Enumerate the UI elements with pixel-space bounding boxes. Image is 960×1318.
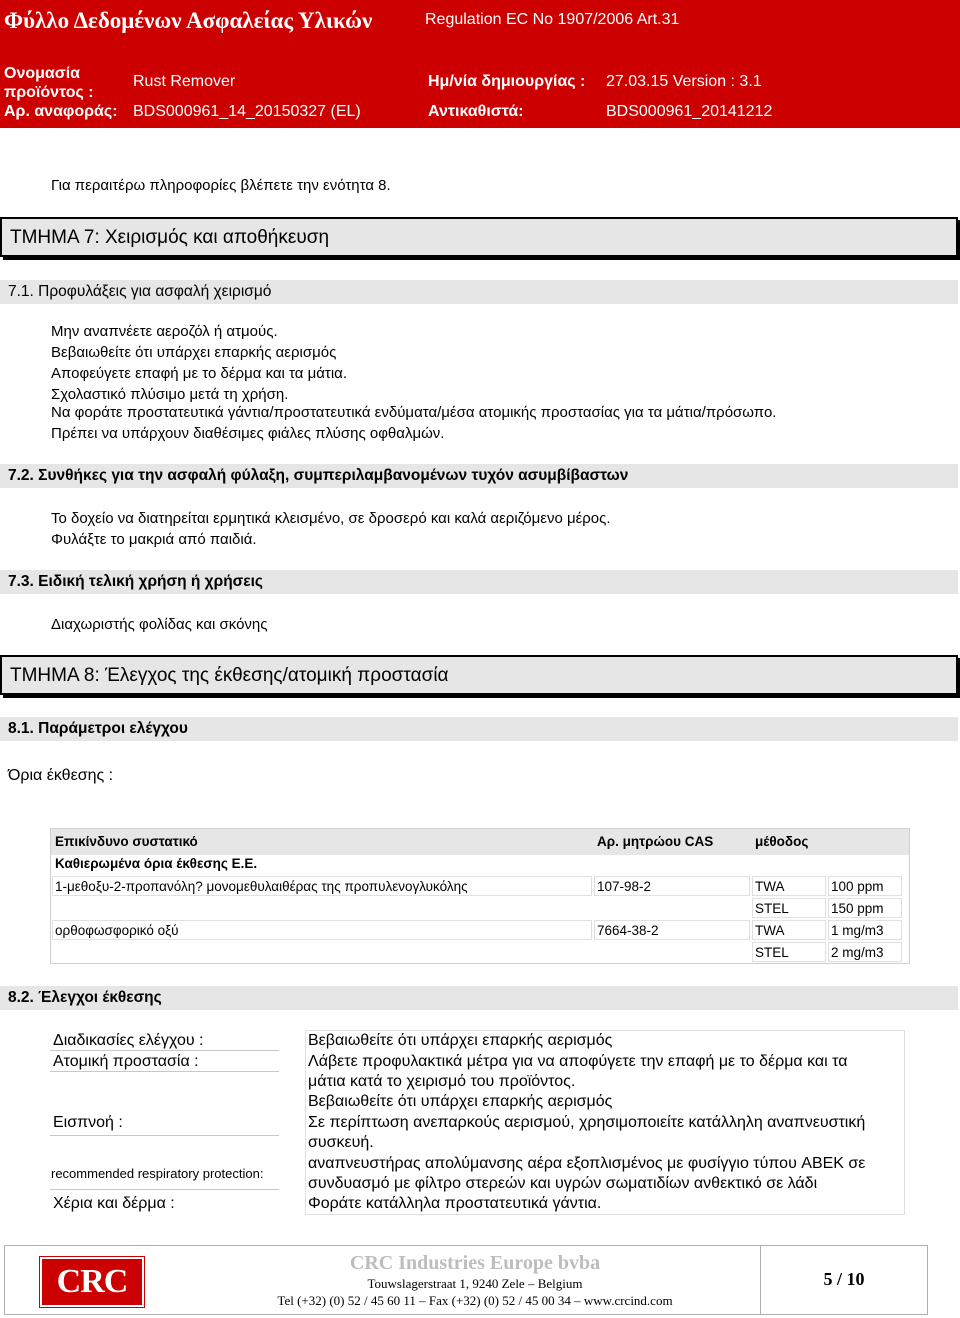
creation-date-label: Ημ/νία δημιουργίας :: [428, 73, 586, 90]
respiratory-protection-value: αναπνευστήρας απολύμανσης αέρα εξοπλισμένος με φυσίγγιο τύπου ABEK σε: [308, 1155, 866, 1172]
product-name: Rust Remover: [133, 73, 236, 90]
exposure-limits-label: Όρια έκθεσης :: [8, 767, 114, 784]
column-header-cas: Αρ. μητρώου CAS: [597, 834, 714, 849]
handling-line: Βεβαιωθείτε ότι υπάρχει επαρκής αερισμός: [51, 344, 337, 361]
end-use-text: Διαχωριστής φολίδας και σκόνης: [51, 616, 268, 633]
table-cell-method: STEL: [755, 945, 789, 960]
table-cell-cas: 107-98-2: [597, 879, 652, 894]
subsection-7-3-title: 7.3. Ειδική τελική χρήση ή χρήσεις: [8, 573, 263, 590]
product-name-label-2: προϊόντος :: [4, 84, 94, 101]
personal-protection-label: Ατομική προστασία :: [53, 1053, 199, 1070]
section-8-heading: [0, 655, 958, 695]
handling-line: Αποφεύγετε επαφή με το δέρμα και τα μάτια.: [51, 365, 348, 382]
label-divider: [50, 1189, 279, 1190]
replaces-label: Αντικαθιστά:: [428, 103, 524, 120]
table-cell-ingredient: ορθοφωσφορικό οξύ: [55, 923, 179, 938]
subsection-7-2-bar: [0, 464, 958, 488]
handling-line: Να φοράτε προστατευτικά γάντια/προστατευτικά ενδύματα/μέσα ατομικής προστασίας για τα μάτια/πρόσωπο.: [51, 404, 777, 421]
product-name-label-1: Ονομασία: [4, 65, 80, 82]
company-address: Touwslagerstraat 1, 9240 Zele – Belgium: [367, 1276, 583, 1291]
table-cell-cas: 7664-38-2: [597, 923, 659, 938]
table-cell-value: 2 mg/m3: [831, 945, 884, 960]
inhalation-value: Σε περίπτωση ανεπαρκούς αερισμού, χρησιμοποιείτε κατάλληλη αναπνευστική: [308, 1114, 866, 1131]
hands-skin-value: Φοράτε κατάλληλα προστατευτικά γάντια.: [308, 1195, 602, 1212]
inhalation-label: Εισπνοή :: [53, 1114, 123, 1131]
intro-text: Για περαιτέρω πληροφορίες βλέπετε την ενότητα 8.: [51, 177, 391, 194]
inhalation-value: συσκευή.: [308, 1134, 374, 1151]
handling-line: Πρέπει να υπάρχουν διαθέσιμες φιάλες πλύσης οφθαλμών.: [51, 425, 445, 442]
document-header: [0, 0, 960, 128]
subsection-8-1-bar: [0, 717, 958, 741]
label-divider: [50, 1135, 279, 1136]
table-cell-method: TWA: [755, 923, 785, 938]
table-cell-method: TWA: [755, 879, 785, 894]
reference-label: Αρ. αναφοράς:: [4, 103, 118, 120]
respiratory-protection-value: συνδυασμό με φίλτρο στερεών και υγρών σωματιδίων ανθεκτικό σε λάδι: [308, 1175, 818, 1192]
exposure-limits-table: [50, 828, 910, 964]
page-number: 5 / 10: [823, 1269, 865, 1289]
handling-line: Σχολαστικό πλύσιμο μετά τη χρήση.: [51, 386, 289, 403]
control-procedures-value: Βεβαιωθείτε ότι υπάρχει επαρκής αερισμός: [308, 1032, 613, 1049]
crc-logo: [40, 1257, 144, 1307]
label-divider: [50, 1050, 279, 1051]
subsection-7-1-title: 7.1. Προφυλάξεις για ασφαλή χειρισμό: [8, 283, 272, 300]
label-divider: [50, 1071, 279, 1072]
crc-logo-text: CRC: [56, 1263, 128, 1300]
storage-line: Φυλάξτε το μακριά από παιδιά.: [51, 531, 257, 548]
page-footer: [0, 1241, 960, 1318]
column-header-ingredient: Επικίνδυνο συστατικό: [55, 834, 198, 849]
document-title: Φύλλο Δεδομένων Ασφαλείας Υλικών: [4, 8, 373, 33]
personal-protection-value: μάτια κατά το χειρισμό του προϊόντος.: [308, 1073, 576, 1090]
table-cell-method: STEL: [755, 901, 789, 916]
subsection-7-2-title: 7.2. Συνθήκες για την ασφαλή φύλαξη, συμπεριλαμβανομένων τυχόν ασυμβίβαστων: [8, 467, 629, 484]
table-cell-ingredient: 1-μεθοξυ-2-προπανόλη? μονομεθυλαιθέρας της προπυλενογλυκόλης: [55, 879, 468, 894]
company-contact: Tel (+32) (0) 52 / 45 60 11 – Fax (+32) (0) 52 / 45 00 34 – www.crcind.com: [277, 1293, 673, 1308]
table-cell-value: 100 ppm: [831, 879, 884, 894]
table-cell-value: 150 ppm: [831, 901, 884, 916]
section-7-title: ΤΜΗΜΑ 7: Χειρισμός και αποθήκευση: [10, 227, 330, 248]
creation-date-value: 27.03.15 Version : 3.1: [606, 73, 762, 90]
personal-protection-value: Βεβαιωθείτε ότι υπάρχει επαρκής αερισμός: [308, 1093, 613, 1110]
section-8-title: ΤΜΗΜΑ 8: Έλεγχος της έκθεσης/ατομική προστασία: [10, 665, 449, 686]
subsection-8-2-bar: [0, 986, 958, 1010]
table-cell-value: 1 mg/m3: [831, 923, 884, 938]
regulation-reference: Regulation EC No 1907/2006 Art.31: [425, 11, 680, 28]
company-name: CRC Industries Europe bvba: [349, 1252, 601, 1274]
subsection-7-1-bar: [0, 280, 958, 304]
hands-skin-label: Χέρια και δέρμα :: [53, 1195, 175, 1212]
subsection-8-1-title: 8.1. Παράμετροι ελέγχου: [8, 720, 188, 737]
column-header-method: μέθοδος: [755, 834, 809, 849]
replaces-value: BDS000961_20141212: [606, 103, 773, 120]
personal-protection-value: Λάβετε προφυλακτικά μέτρα για να αποφύγετε την επαφή με το δέρμα και τα: [308, 1053, 848, 1070]
table-group-label: Καθιερωμένα όρια έκθεσης Ε.Ε.: [55, 856, 258, 871]
respiratory-protection-label: recommended respiratory protection:: [51, 1166, 264, 1181]
reference-value: BDS000961_14_20150327 (EL): [133, 103, 361, 120]
section-7-heading: [0, 217, 958, 257]
storage-line: Το δοχείο να διατηρείται ερμητικά κλεισμένο, σε δροσερό και καλά αεριζόμενο μέρος.: [51, 510, 611, 527]
control-procedures-label: Διαδικασίες ελέγχου :: [53, 1032, 204, 1049]
subsection-7-3-bar: [0, 570, 958, 594]
handling-line: Μην αναπνέετε αεροζόλ ή ατμούς.: [51, 323, 278, 340]
subsection-8-2-title: 8.2. Έλεγχοι έκθεσης: [8, 989, 162, 1006]
